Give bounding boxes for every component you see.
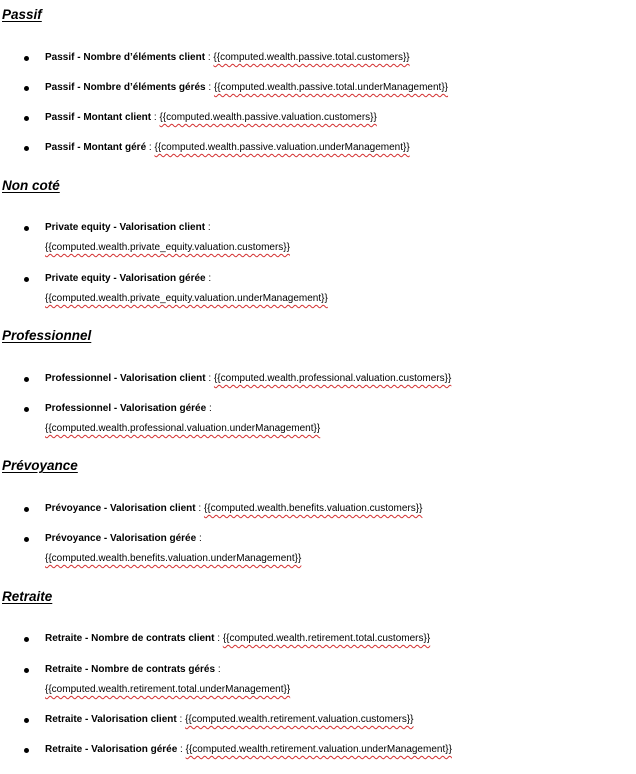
bullet-icon [24, 507, 29, 512]
bullet-icon [24, 377, 29, 382]
list-item [45, 78, 635, 98]
item-label: Professionnel - Valorisation client [45, 373, 206, 384]
item-placeholder: {{computed.wealth.passive.valuation.customers}} [159, 112, 377, 123]
item-separator: : [206, 403, 212, 414]
item-separator: : [205, 222, 211, 233]
list-item [45, 740, 635, 760]
item-placeholder: {{computed.wealth.passive.total.customers}} [213, 52, 410, 63]
item-placeholder: {{computed.wealth.private_equity.valuation.underManagement}} [45, 293, 328, 304]
item-label: Private equity - Valorisation client [45, 222, 206, 233]
item-label: Prévoyance - Valorisation client [45, 503, 196, 514]
item-separator: : [151, 112, 160, 123]
item-separator: : [146, 142, 155, 153]
item-label: Retraite - Valorisation client [45, 714, 177, 725]
item-placeholder: {{computed.wealth.private_equity.valuation.customers}} [45, 242, 290, 253]
bullet-icon [24, 146, 29, 151]
bullet-icon [24, 668, 29, 673]
bullet-icon [24, 116, 29, 121]
bullet-icon [24, 537, 29, 542]
bullet-icon [24, 277, 29, 282]
item-separator: : [196, 533, 202, 544]
item-label: Passif - Nombre d’éléments client [45, 52, 206, 63]
list-item [45, 369, 635, 389]
item-placeholder: {{computed.wealth.retirement.total.customers}} [222, 633, 431, 644]
list-item [45, 660, 635, 700]
item-separator: : [205, 52, 214, 63]
item-placeholder: {{computed.wealth.passive.total.underManagement}} [213, 82, 449, 93]
section-heading-non-cote: Non coté [2, 178, 60, 193]
item-placeholder: {{computed.wealth.professional.valuation.underManagement}} [45, 423, 321, 434]
item-separator: : [176, 714, 186, 725]
list-item [45, 138, 635, 158]
item-label: Private equity - Valorisation gérée [45, 273, 206, 284]
item-placeholder: {{computed.wealth.benefits.valuation.underManagement}} [45, 553, 302, 564]
section-heading-passif: Passif [2, 7, 42, 22]
item-label: Passif - Montant client [45, 112, 152, 123]
bullet-icon [24, 718, 29, 723]
bullet-icon [24, 748, 29, 753]
item-placeholder: {{computed.wealth.benefits.valuation.customers}} [203, 503, 423, 514]
item-separator: : [177, 744, 186, 755]
item-separator: : [205, 82, 214, 93]
item-placeholder: {{computed.wealth.retirement.valuation.underManagement}} [185, 744, 452, 755]
item-placeholder: {{computed.wealth.professional.valuation.customers}} [213, 373, 452, 384]
item-label: Retraite - Valorisation gérée [45, 744, 178, 755]
list-item [45, 529, 635, 569]
list-item [45, 218, 635, 258]
bullet-icon [24, 407, 29, 412]
list-item [45, 629, 635, 649]
item-separator: : [215, 664, 221, 675]
list-item [45, 499, 635, 519]
bullet-icon [24, 56, 29, 61]
item-label: Retraite - Nombre de contrats gérés [45, 664, 216, 675]
section-heading-prevoyance: Prévoyance [2, 458, 78, 473]
item-separator: : [205, 373, 214, 384]
list-item [45, 48, 635, 68]
list-item [45, 399, 635, 439]
item-placeholder: {{computed.wealth.retirement.valuation.customers}} [185, 714, 414, 725]
bullet-icon [24, 226, 29, 231]
section-heading-retraite: Retraite [2, 589, 53, 604]
bullet-icon [24, 637, 29, 642]
item-label: Passif - Nombre d’éléments gérés [45, 82, 206, 93]
item-placeholder: {{computed.wealth.passive.valuation.underManagement}} [154, 142, 410, 153]
item-label: Retraite - Nombre de contrats client [45, 633, 215, 644]
item-label: Professionnel - Valorisation gérée [45, 403, 207, 414]
item-placeholder: {{computed.wealth.retirement.total.underManagement}} [45, 684, 291, 695]
item-separator: : [195, 503, 204, 514]
list-item [45, 269, 635, 309]
item-label: Prévoyance - Valorisation gérée [45, 533, 197, 544]
item-separator: : [205, 273, 212, 284]
item-separator: : [214, 633, 223, 644]
section-heading-professionnel: Professionnel [2, 328, 92, 343]
list-item [45, 710, 635, 730]
item-label: Passif - Montant géré [45, 142, 147, 153]
list-item [45, 108, 635, 128]
bullet-icon [24, 86, 29, 91]
